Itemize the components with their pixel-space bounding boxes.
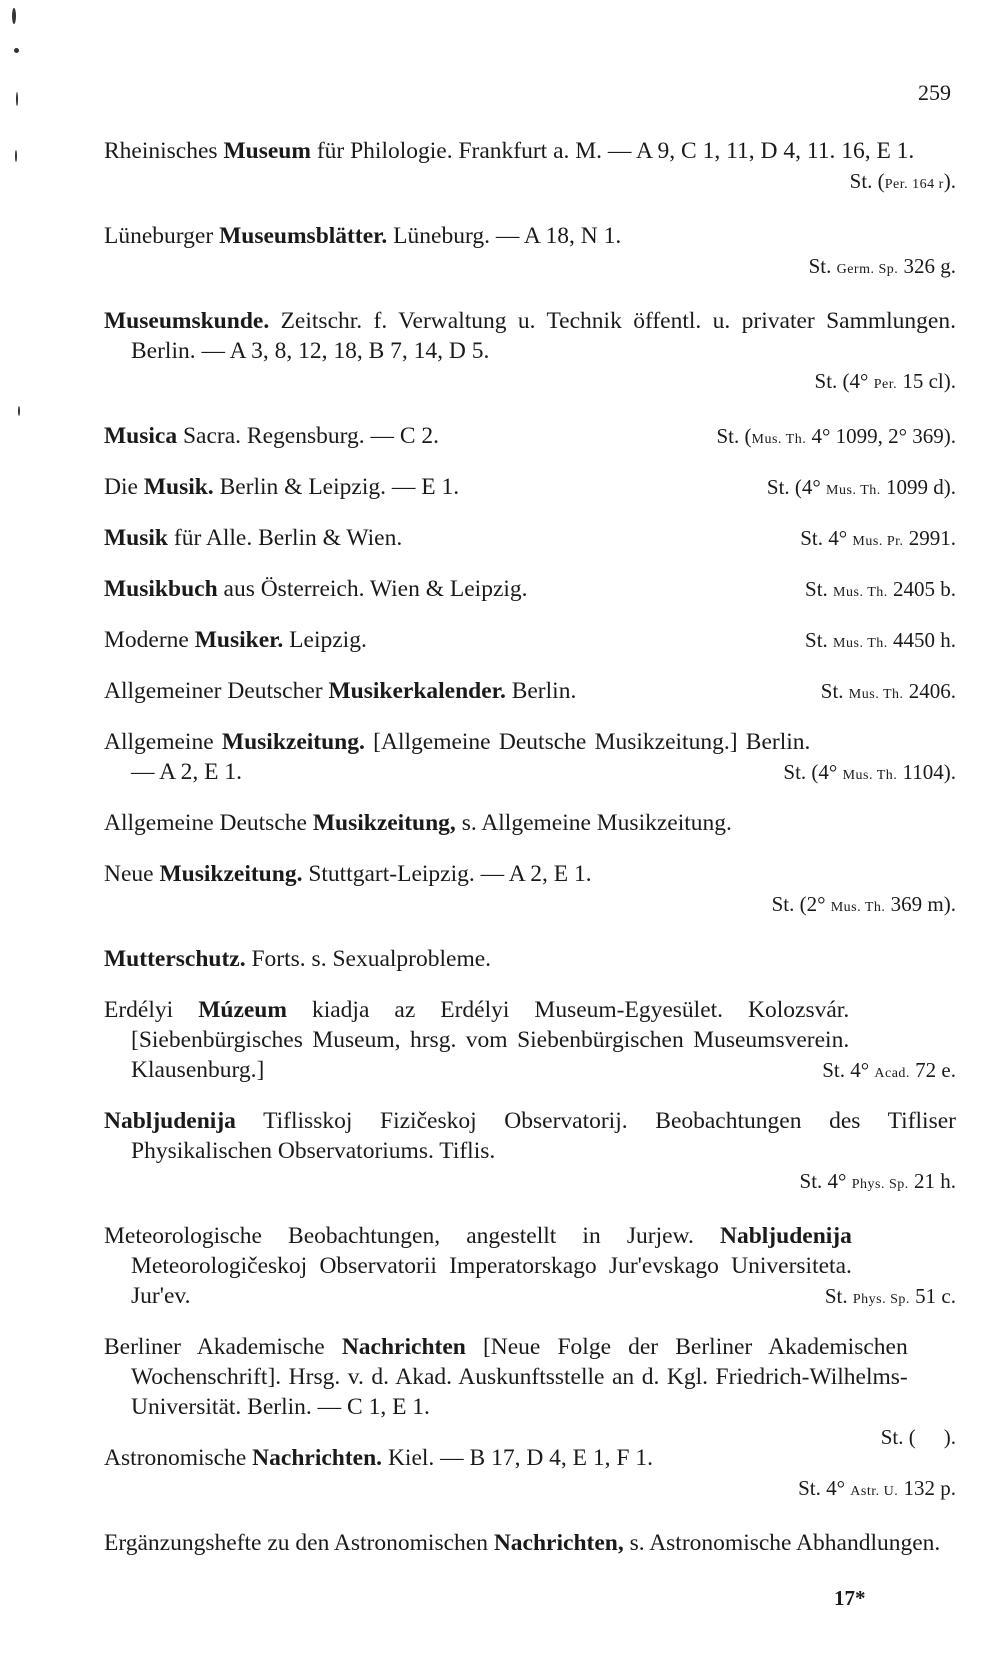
- catalog-entry: [104, 676, 956, 706]
- entry-keyword: Nabljudenija: [719, 1223, 852, 1249]
- shelfmark: St. (Per. 164 r).: [849, 169, 956, 193]
- entry-keyword: Musikzeitung.: [159, 861, 303, 887]
- shelfmark: St. (4° Mus. Th. 1104).: [783, 760, 956, 784]
- catalog-entry: [104, 472, 956, 502]
- entry-text: St. 4° Acad. 72 e. Erdélyi Múzeum kiadja az Erdélyi Museum-Egyesület. Kolozsvár. [Siebenbürgisches Museum, hrsg. vom Siebenbürgischen Museumsverein. Klausenburg.]: [104, 995, 956, 1085]
- entry-keyword: Musica: [104, 423, 178, 449]
- entry-text: Rheinisches Museum für Philologie. Frankfurt a. M. — A 9, C 1, 11, D 4, 11. 16, E 1.: [104, 138, 915, 164]
- shelfmark: St. 4° Mus. Pr. 2991.: [800, 526, 956, 550]
- page-number: 259: [918, 80, 951, 105]
- entry-text: Ergänzungshefte zu den Astronomischen Nachrichten, s. Astronomische Abhandlungen.: [104, 1530, 941, 1556]
- entry-text: St. 4° Mus. Pr. 2991. Musik für Alle. Berlin & Wien.: [104, 523, 956, 553]
- entry-keyword: Musik: [104, 525, 168, 551]
- entry-keyword: Musikbuch: [104, 576, 218, 602]
- scan-speck: [15, 150, 17, 162]
- entry-text: St. Phys. Sp. 51 c. Meteorologische Beobachtungen, angestellt in Jurjew. Nabljudenija Meteorologičeskoj Observatorii Imperatorskago Jur'evskago Universiteta. Jur'ev.: [104, 1221, 956, 1311]
- scan-speck: [16, 92, 18, 106]
- catalog-entry: [104, 1528, 956, 1558]
- catalog-entry: [104, 1332, 956, 1449]
- catalog-entry: [104, 136, 956, 200]
- shelfmark: St. 4° Phys. Sp. 21 h.: [799, 1169, 956, 1193]
- entry-keyword: Mutterschutz.: [104, 946, 246, 972]
- entry-text: St. (Mus. Th. 4° 1099, 2° 369). Musica Sacra. Regensburg. — C 2.: [104, 421, 956, 451]
- shelfmark: St. Mus. Th. 4450 h.: [805, 628, 956, 652]
- signature-mark: 17*: [834, 1586, 866, 1610]
- entry-keyword: Musikerkalender.: [328, 678, 506, 704]
- entry-keyword: Múzeum: [198, 997, 287, 1023]
- entry-keyword: Nachrichten,: [493, 1530, 624, 1556]
- entry-text: St. Mus. Th. 2405 b. Musikbuch aus Österreich. Wien & Leipzig.: [104, 574, 956, 604]
- catalog-entry: [104, 523, 956, 553]
- catalog-entry: [104, 625, 956, 655]
- entry-keyword: Musikzeitung.: [221, 729, 365, 755]
- entry-text: Neue Musikzeitung. Stuttgart-Leipzig. — A 2, E 1.: [104, 861, 592, 887]
- shelfmark: St. Phys. Sp. 51 c.: [824, 1284, 956, 1308]
- entry-keyword: Musiker.: [194, 627, 284, 653]
- shelfmark: St. (4° Per. 15 cl).: [814, 369, 956, 393]
- catalog-entry: [104, 574, 956, 604]
- entry-text: St. Mus. Th. 4450 h. Moderne Musiker. Leipzig.: [104, 625, 956, 655]
- entry-text: Mutterschutz. Forts. s. Sexualprobleme.: [104, 946, 492, 972]
- entry-keyword: Musikzeitung,: [312, 810, 456, 836]
- shelfmark: St. ( ).: [880, 1425, 956, 1449]
- scan-speck: [14, 48, 19, 53]
- shelfmark: St. Mus. Th. 2405 b.: [805, 577, 956, 601]
- shelfmark: St. Mus. Th. 2406.: [820, 679, 956, 703]
- catalog-entry: [104, 727, 956, 787]
- entry-keyword: Nachrichten.: [252, 1445, 383, 1471]
- entry-keyword: Museum: [223, 138, 311, 164]
- entry-text: St. (4° Mus. Th. 1104). Allgemeine Musikzeitung. [Allgemeine Deutsche Musikzeitung.] Berlin. — A 2, E 1.: [104, 727, 956, 787]
- catalog-entry: [104, 306, 956, 400]
- entry-keyword: Museumskunde.: [104, 308, 270, 334]
- entry-list: [104, 136, 956, 1579]
- entry-keyword: Museumsblätter.: [219, 223, 388, 249]
- entry-text: Nabljudenija Tiflisskoj Fizičeskoj Observatorij. Beobachtungen des Tifliser Physikalischen Observatoriums. Tiflis.: [104, 1108, 956, 1164]
- shelfmark: St. (2° Mus. Th. 369 m).: [771, 892, 956, 916]
- shelfmark: St. 4° Astr. U. 132 p.: [798, 1476, 956, 1500]
- catalog-entry: [104, 1221, 956, 1311]
- shelfmark: St. Germ. Sp. 326 g.: [808, 254, 956, 278]
- entry-text: Astronomische Nachrichten. Kiel. — B 17, D 4, E 1, F 1.: [104, 1445, 653, 1471]
- scan-speck: [12, 8, 16, 24]
- catalog-entry: [104, 421, 956, 451]
- entry-keyword: Musik.: [143, 474, 214, 500]
- entry-text: St. Mus. Th. 2406. Allgemeiner Deutscher Musikerkalender. Berlin.: [104, 676, 956, 706]
- entry-text: Museumskunde. Zeitschr. f. Verwaltung u. Technik öffentl. u. privater Sammlungen. Berlin. — A 3, 8, 12, 18, B 7, 14, D 5.: [104, 308, 956, 364]
- catalog-entry: [104, 1443, 956, 1507]
- catalog-entry: [104, 221, 956, 285]
- shelfmark: St. (Mus. Th. 4° 1099, 2° 369).: [716, 424, 956, 448]
- entry-text: Allgemeine Deutsche Musikzeitung, s. Allgemeine Musikzeitung.: [104, 810, 732, 836]
- scan-speck: [18, 406, 20, 416]
- entry-text: St. ( ). Berliner Akademische Nachrichten [Neue Folge der Berliner Akademischen Wochenschrift]. Hrsg. v. d. Akad. Auskunftsstelle an d. Kgl. Friedrich-Wilhelms-Universität. Berlin. — C 1, E 1.: [104, 1332, 956, 1422]
- shelfmark: St. 4° Acad. 72 e.: [822, 1058, 956, 1082]
- catalog-entry: [104, 808, 956, 838]
- entry-keyword: Nachrichten: [341, 1334, 466, 1360]
- entry-text: Lüneburger Museumsblätter. Lüneburg. — A 18, N 1.: [104, 223, 622, 249]
- shelfmark: St. (4° Mus. Th. 1099 d).: [766, 475, 956, 499]
- entry-text: St. (4° Mus. Th. 1099 d). Die Musik. Berlin & Leipzig. — E 1.: [104, 472, 956, 502]
- catalog-entry: [104, 1106, 956, 1200]
- catalog-entry: [104, 995, 956, 1085]
- entry-keyword: Nabljudenija: [104, 1108, 236, 1134]
- catalog-entry: [104, 859, 956, 923]
- catalog-entry: [104, 944, 956, 974]
